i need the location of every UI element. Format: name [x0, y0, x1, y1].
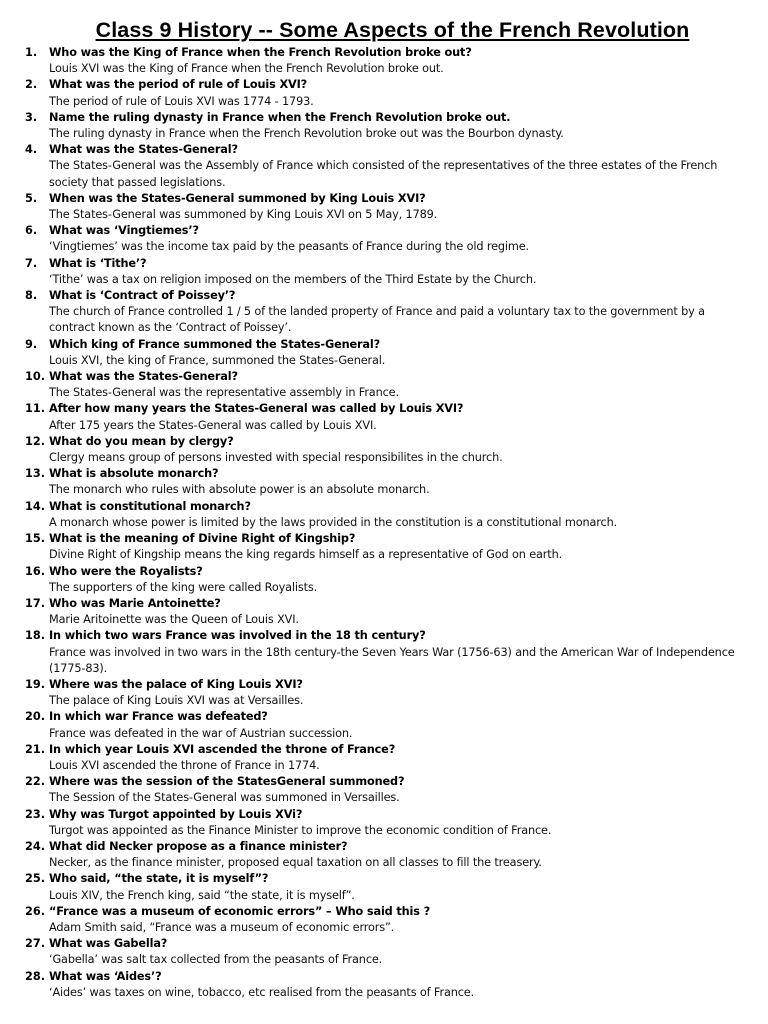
question-number: 11. [25, 402, 46, 416]
question-text: What is constitutional monarch? [49, 499, 251, 513]
question-answer-body [49, 596, 746, 628]
question-text: In which year Louis XVI ascended the throne of France? [49, 742, 396, 756]
answer-text: Necker, as the finance minister, proposed equal taxation on all classes to fill the treasery. [49, 856, 542, 870]
answer-text: The palace of King Louis XVI was at Versailles. [49, 694, 304, 708]
question-text: Who said, “the state, it is myself”? [49, 872, 269, 886]
list-item [25, 628, 746, 677]
question-number: 19. [25, 677, 46, 691]
answer-text: Marie Aritoinette was the Queen of Louis XVI. [49, 613, 299, 627]
page-title: Class 9 History -- Some Aspects of the French Revolution [95, 18, 690, 42]
list-item [25, 142, 746, 191]
question-text: What was Gabella? [49, 937, 168, 951]
answer-text: A monarch whose power is limited by the laws provided in the constitution is a constitutional monarch. [49, 515, 618, 529]
answer-text: The monarch who rules with absolute power is an absolute monarch. [49, 483, 430, 497]
answer-text: ‘Gabella’ was salt tax collected from the peasants of France. [49, 953, 383, 967]
list-item [25, 466, 746, 498]
list-item [25, 709, 746, 741]
question-number: 18. [25, 629, 46, 643]
answer-text: France was involved in two wars in the 18th century-the Seven Years War (1756-63) and the American War of Independence (1775-83). [49, 645, 735, 675]
answer-text: Louis XVI was the King of France when the French Revolution broke out. [49, 62, 444, 76]
list-item [25, 531, 746, 563]
question-number: 14. [25, 499, 46, 513]
answer-text: Adam Smith said, “France was a museum of economic errors”. [49, 920, 395, 934]
list-item [25, 110, 746, 142]
answer-text: The States-General was the representative assembly in France. [49, 386, 399, 400]
list-item [25, 871, 746, 903]
list-item [25, 807, 746, 839]
question-number: 12. [25, 434, 46, 448]
question-answer-list [25, 45, 746, 1001]
list-item [25, 223, 746, 255]
question-answer-body [49, 969, 746, 1001]
list-item [25, 45, 746, 77]
list-item [25, 401, 746, 433]
list-item [25, 256, 746, 288]
question-text: Where was the palace of King Louis XVI? [49, 677, 303, 691]
question-text: What was the States-General? [49, 143, 238, 157]
list-item [25, 936, 746, 968]
list-item [25, 499, 746, 531]
question-number: 10. [25, 370, 46, 384]
question-number: 4. [25, 143, 38, 157]
question-text: What was the period of rule of Louis XVI? [49, 78, 308, 92]
answer-text: Clergy means group of persons invested with special responsibilites in the church. [49, 451, 503, 465]
answer-text: The period of rule of Louis XVI was 1774 - 1793. [49, 94, 314, 108]
question-text: What is ‘Tithe’? [49, 256, 147, 270]
answer-text: France was defeated in the war of Austrian succession. [49, 726, 353, 740]
question-number: 16. [25, 564, 46, 578]
question-answer-body [49, 45, 746, 77]
answer-text: Louis XIV, the French king, said “the state, it is myself”. [49, 888, 355, 902]
question-answer-body [49, 337, 746, 369]
question-text: When was the States-General summoned by King Louis XVI? [49, 191, 426, 205]
answer-text: Louis XVI, the king of France, summoned the States-General. [49, 353, 386, 367]
question-text: Name the ruling dynasty in France when the French Revolution broke out. [49, 110, 511, 124]
question-text: Who were the Royalists? [49, 564, 203, 578]
question-answer-body [49, 223, 746, 255]
question-answer-body [49, 564, 746, 596]
question-text: Why was Turgot appointed by Louis XVi? [49, 807, 303, 821]
question-answer-body [49, 709, 746, 741]
answer-text: The ruling dynasty in France when the French Revolution broke out was the Bourbon dynasty. [49, 127, 564, 141]
question-number: 28. [25, 969, 46, 983]
question-number: 27. [25, 937, 46, 951]
answer-text: The supporters of the king were called Royalists. [49, 580, 318, 594]
list-item [25, 839, 746, 871]
question-text: What was ‘Aides’? [49, 969, 162, 983]
question-answer-body [49, 434, 746, 466]
list-item [25, 434, 746, 466]
question-answer-body [49, 466, 746, 498]
answer-text: After 175 years the States-General was called by Louis XVI. [49, 418, 377, 432]
list-item [25, 677, 746, 709]
question-text: What is ‘Contract of Poissey’? [49, 289, 236, 303]
question-answer-body [49, 839, 746, 871]
question-number: 6. [25, 224, 38, 238]
question-answer-body [49, 77, 746, 109]
question-text: What was the States-General? [49, 370, 238, 384]
question-text: Who was Marie Antoinette? [49, 596, 221, 610]
list-item [25, 191, 746, 223]
list-item [25, 564, 746, 596]
question-number: 1. [25, 46, 38, 59]
question-answer-body [49, 936, 746, 968]
answer-text: The States-General was the Assembly of France which consisted of the representatives of the three estates of the French society that passed legislations. [49, 159, 718, 189]
question-text: What is absolute monarch? [49, 467, 219, 481]
question-text: In which two wars France was involved in the 18 th century? [49, 629, 426, 643]
question-text: What is the meaning of Divine Right of Kingship? [49, 532, 356, 546]
question-answer-body [49, 256, 746, 288]
question-number: 22. [25, 775, 46, 789]
question-number: 9. [25, 337, 38, 351]
question-number: 3. [25, 110, 38, 124]
question-number: 17. [25, 596, 46, 610]
question-answer-body [49, 628, 746, 677]
question-number: 2. [25, 78, 38, 92]
question-number: 21. [25, 742, 46, 756]
question-answer-body [49, 531, 746, 563]
list-item [25, 742, 746, 774]
list-item [25, 969, 746, 1001]
question-text: Which king of France summoned the States-General? [49, 337, 380, 351]
question-text: What did Necker propose as a finance minister? [49, 839, 348, 853]
question-answer-body [49, 401, 746, 433]
question-number: 7. [25, 256, 38, 270]
question-answer-body [49, 288, 746, 337]
list-item [25, 596, 746, 628]
question-number: 25. [25, 872, 46, 886]
answer-text: ‘Vingtiemes’ was the income tax paid by the peasants of France during the old regime. [49, 240, 529, 254]
question-answer-body [49, 774, 746, 806]
list-item [25, 774, 746, 806]
answer-text: The Session of the States-General was summoned in Versailles. [49, 791, 400, 805]
list-item [25, 369, 746, 401]
answer-text: The States-General was summoned by King Louis XVI on 5 May, 1789. [49, 208, 438, 222]
answer-text: Louis XVI ascended the throne of France in 1774. [49, 758, 320, 772]
answer-text: ‘Tithe’ was a tax on religion imposed on the members of the Third Estate by the Church. [49, 272, 537, 286]
question-text: After how many years the States-General was called by Louis XVI? [49, 402, 464, 416]
question-answer-body [49, 904, 746, 936]
answer-text: ‘Aides’ was taxes on wine, tobacco, etc realised from the peasants of France. [49, 985, 475, 999]
list-item [25, 904, 746, 936]
list-item [25, 77, 746, 109]
question-number: 24. [25, 839, 46, 853]
question-number: 13. [25, 467, 46, 481]
answer-text: Turgot was appointed as the Finance Minister to improve the economic condition of France. [49, 823, 552, 837]
question-answer-body [49, 369, 746, 401]
question-number: 15. [25, 532, 46, 546]
question-answer-body [49, 807, 746, 839]
answer-text: Divine Right of Kingship means the king regards himself as a representative of God on earth. [49, 548, 563, 562]
question-answer-body [49, 191, 746, 223]
question-text: What do you mean by clergy? [49, 434, 234, 448]
question-text: “France was a museum of economic errors” – Who said this ? [49, 904, 431, 918]
question-answer-body [49, 871, 746, 903]
list-item [25, 337, 746, 369]
question-number: 23. [25, 807, 46, 821]
question-text: What was ‘Vingtiemes’? [49, 224, 199, 238]
question-answer-body [49, 742, 746, 774]
question-answer-body [49, 677, 746, 709]
question-answer-body [49, 499, 746, 531]
question-number: 8. [25, 289, 38, 303]
answer-text: The church of France controlled 1 / 5 of the landed property of France and paid a voluntary tax to the government by a contract known as the ‘Contract of Poissey’. [49, 305, 705, 335]
question-number: 20. [25, 710, 46, 724]
list-item [25, 288, 746, 337]
question-number: 26. [25, 904, 46, 918]
question-text: Who was the King of France when the French Revolution broke out? [49, 46, 472, 59]
question-answer-body [49, 110, 746, 142]
question-number: 5. [25, 191, 38, 205]
question-text: In which war France was defeated? [49, 710, 268, 724]
question-answer-body [49, 142, 746, 191]
question-text: Where was the session of the StatesGeneral summoned? [49, 775, 405, 789]
